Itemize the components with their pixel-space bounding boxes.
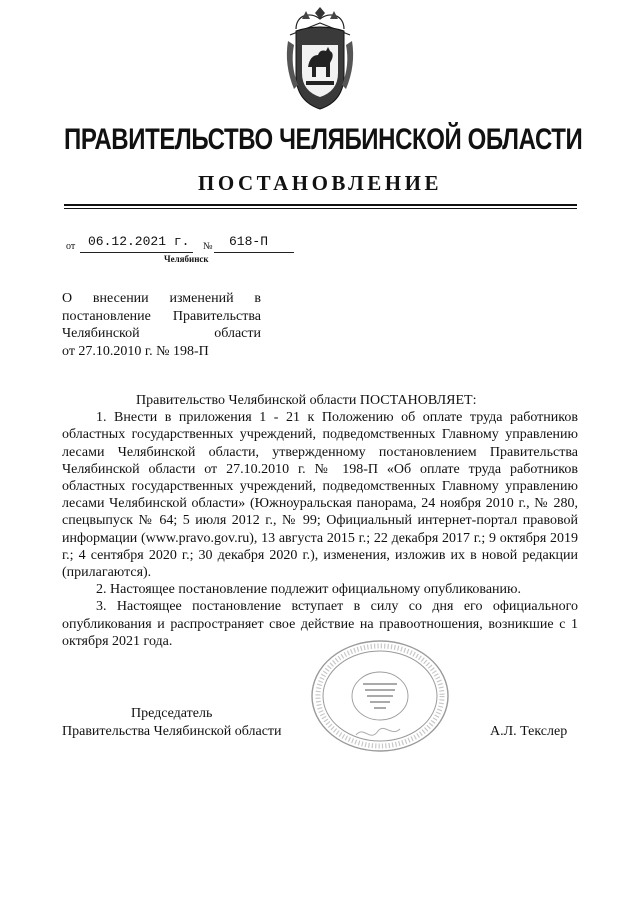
document-subject [62,290,261,360]
header-rule-thin [64,208,577,209]
document-type-title: ПОСТАНОВЛЕНИЕ [198,171,442,195]
paragraph-1: 1. Внести в приложения 1 - 21 к Положению об оплате труда работников областных государственных учреждений, подведомственных Главному управлению лесами Челябинской области, утвержденному постановлением Правительства Челябинской области от 27.10.2010 г. № 198-П «Об оплате труда работников областных государственных учреждений, подведомственных Главному управлению лесами Челябинской области» (Южноуральская панорама, 24 ноября 2010 г., № 280, спецвыпуск № 64; 5 июля 2012 г., № 99; Официальный интернет-портал правовой информации (www.pravo.gov.ru), 13 августа 2015 г.; 22 декабря 2017 г.; 9 октября 2019 г.; 4 сентября 2020 г.; 30 декабря 2020 г.), изменения, изложив их в новой редакции (прилагаются). [62,410,578,581]
resolution-lead: Правительство Челябинской области ПОСТАНОВЛЯЕТ: [136,393,477,408]
document-date: 06.12.2021 г. [88,234,190,249]
signatory-name: А.Л. Текслер [490,724,568,739]
number-prefix-label: № [203,241,213,252]
government-title: ПРАВИТЕЛЬСТВО ЧЕЛЯБИНСКОЙ ОБЛАСТИ [64,123,583,156]
document-number: 618-П [229,234,269,249]
number-underline [214,252,294,253]
official-seal-stamp [308,637,453,755]
subject-line: постановление Правительства [62,308,261,324]
document-city: Челябинск [164,254,209,264]
signatory-title-line1: Председатель [131,706,213,721]
paragraph-3: 3. Настоящее постановление вступает в силу со дня его официального опубликования и распространяет свое действие на правоотношения, возникшие с 1 октября 2021 года. [62,599,578,649]
subject-line: от 27.10.2010 г. № 198-П [62,343,209,359]
document-body [62,392,578,650]
coat-of-arms-emblem [280,5,360,113]
date-prefix-label: от [66,241,76,252]
subject-line: О внесении изменений в [62,291,261,306]
header-rule-thick [64,204,577,206]
subject-line: Челябинской области [62,326,261,341]
date-underline [80,252,193,253]
paragraph-2: 2. Настоящее постановление подлежит официальному опубликованию. [96,582,521,598]
signatory-title-line2: Правительства Челябинской области [62,724,282,739]
